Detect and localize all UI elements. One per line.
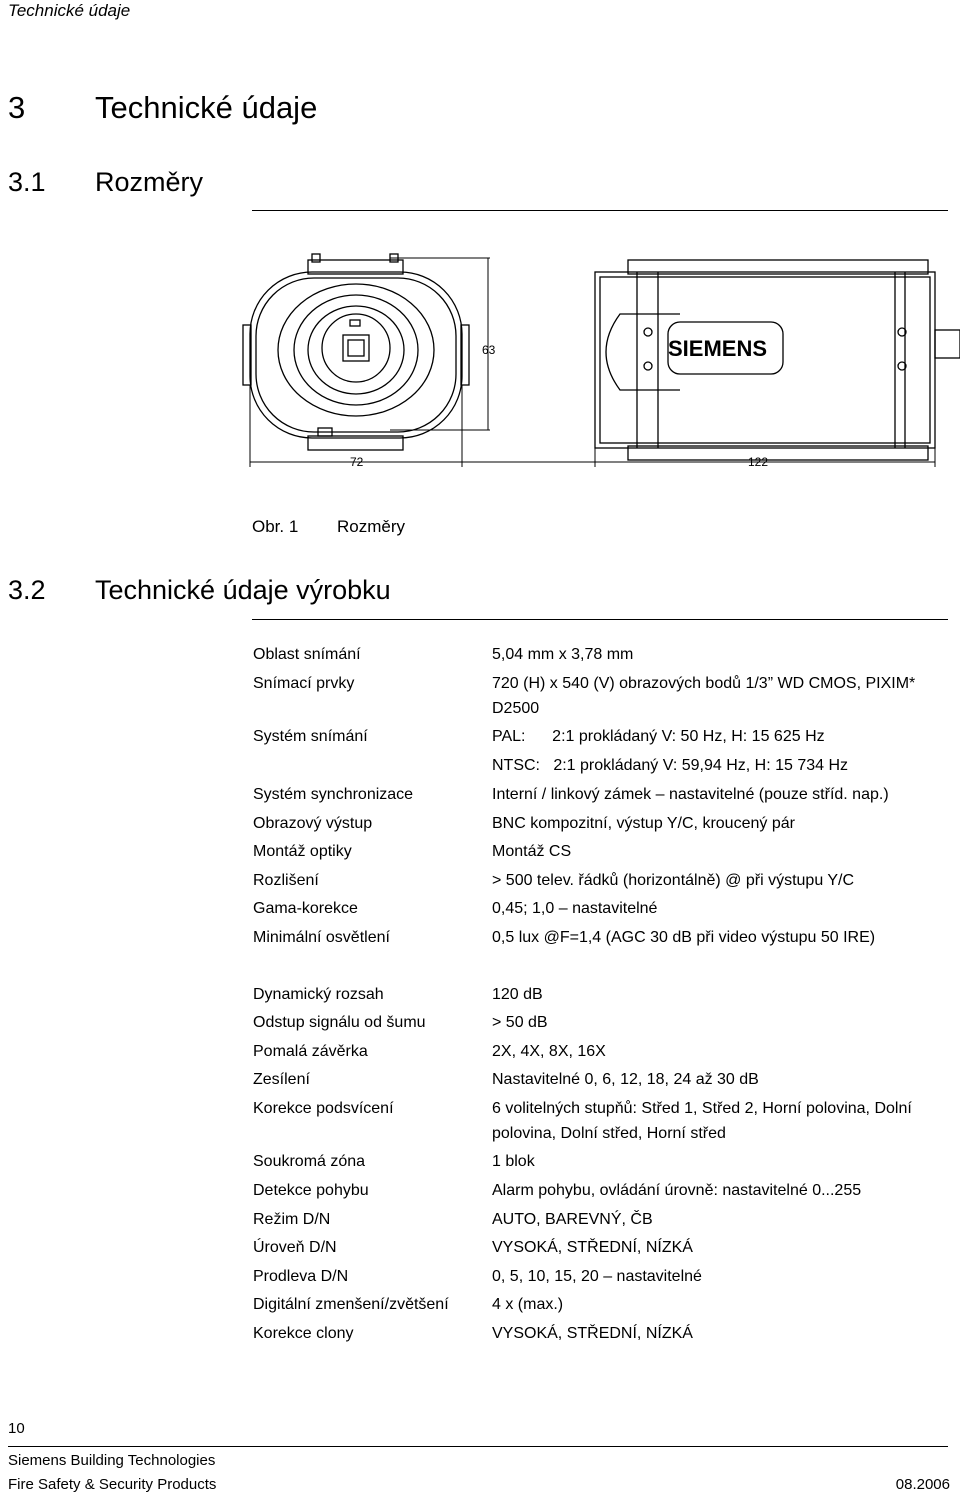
- spec-value: 1 blok: [492, 1153, 535, 1170]
- footer-company: Siemens Building Technologies: [8, 1452, 216, 1469]
- spec-value: > 50 dB: [492, 1014, 548, 1031]
- spec-value: BNC kompozitní, výstup Y/C, kroucený pár: [492, 815, 795, 832]
- dim-width-front: 72: [350, 455, 364, 469]
- spec-value: 0, 5, 10, 15, 20 – nastavitelné: [492, 1268, 702, 1285]
- spec-label: Systém snímání: [253, 728, 368, 745]
- subsection-title-3-2: Technické údaje výrobku: [95, 575, 391, 605]
- spec-label: Systém synchronizace: [253, 786, 414, 803]
- page-number: 10: [8, 1420, 25, 1437]
- spec-value: > 500 telev. řádků (horizontálně) @ při výstupu Y/C: [492, 872, 855, 889]
- spec-value: 720 (H) x 540 (V) obrazových bodů 1/3” WD CMOS, PIXIM*: [492, 675, 916, 692]
- section-divider: [252, 619, 948, 620]
- spec-label: Snímací prvky: [253, 675, 355, 692]
- spec-label: Dynamický rozsah: [253, 986, 384, 1003]
- spec-label: Režim D/N: [253, 1211, 331, 1228]
- spec-value: Nastavitelné 0, 6, 12, 18, 24 až 30 dB: [492, 1071, 759, 1088]
- footer-divider: [8, 1446, 948, 1447]
- spec-label: Soukromá zóna: [253, 1153, 366, 1170]
- spec-value: 2X, 4X, 8X, 16X: [492, 1043, 606, 1060]
- section-divider: [252, 210, 948, 211]
- spec-value: VYSOKÁ, STŘEDNÍ, NÍZKÁ: [492, 1239, 693, 1256]
- spec-label: Obrazový výstup: [253, 815, 373, 832]
- spec-value: AUTO, BAREVNÝ, ČB: [492, 1211, 653, 1228]
- figure-title: Rozměry: [337, 517, 406, 536]
- footer-date: 08.2006: [895, 1476, 950, 1493]
- spec-value: Alarm pohybu, ovládání úrovně: nastavitelné 0...255: [492, 1182, 862, 1199]
- subsection-number-3-1: 3.1: [8, 167, 46, 197]
- spec-label: Gama-korekce: [253, 900, 358, 917]
- spec-value: PAL: 2:1 prokládaný V: 50 Hz, H: 15 625 Hz: [492, 728, 825, 745]
- spec-label: Odstup signálu od šumu: [253, 1014, 426, 1031]
- figure-label: Obr. 1: [252, 517, 299, 536]
- spec-label: Montáž optiky: [253, 843, 352, 860]
- spec-label: Prodleva D/N: [253, 1268, 349, 1285]
- spec-value: 0,5 lux @F=1,4 (AGC 30 dB při video výstupu 50 IRE): [492, 929, 876, 946]
- spec-value: 4 x (max.): [492, 1296, 564, 1313]
- spec-label: Rozlišení: [253, 872, 319, 889]
- spec-value: Interní / linkový zámek – nastavitelné (pouze stříd. nap.): [492, 786, 889, 803]
- spec-value: 120 dB: [492, 986, 543, 1003]
- footer-division: Fire Safety & Security Products: [8, 1476, 217, 1493]
- siemens-logo: SIEMENS: [668, 336, 768, 361]
- spec-value: VYSOKÁ, STŘEDNÍ, NÍZKÁ: [492, 1325, 693, 1342]
- spec-label: Detekce pohybu: [253, 1182, 369, 1199]
- spec-value: 6 volitelných stupňů: Střed 1, Střed 2, Horní polovina, Dolní: [492, 1100, 912, 1117]
- spec-label: Digitální zmenšení/zvětšení: [253, 1296, 449, 1313]
- spec-value-cont: NTSC: 2:1 prokládaný V: 59,94 Hz, H: 15 734 Hz: [492, 757, 849, 774]
- running-header: Technické údaje: [8, 1, 131, 20]
- spec-label: Zesílení: [253, 1071, 310, 1088]
- dimensions-drawing: [240, 250, 960, 480]
- spec-value: Montáž CS: [492, 843, 572, 860]
- spec-value: 0,45; 1,0 – nastavitelné: [492, 900, 658, 917]
- spec-label: Korekce clony: [253, 1325, 354, 1342]
- spec-value-cont: D2500: [492, 700, 540, 717]
- spec-label: Minimální osvětlení: [253, 929, 390, 946]
- spec-value-cont: polovina, Dolní střed, Horní střed: [492, 1125, 726, 1142]
- spec-label: Oblast snímání: [253, 646, 361, 663]
- camera-front-view: [243, 254, 469, 450]
- spec-value: 5,04 mm x 3,78 mm: [492, 646, 634, 663]
- spec-label: Korekce podsvícení: [253, 1100, 394, 1117]
- dim-width-side: 122: [748, 455, 769, 469]
- section-title: Technické údaje: [95, 90, 318, 125]
- subsection-title-3-1: Rozměry: [95, 167, 204, 197]
- dim-height: 63: [482, 343, 496, 357]
- subsection-number-3-2: 3.2: [8, 575, 46, 605]
- camera-side-view: [595, 260, 960, 460]
- spec-label: Pomalá závěrka: [253, 1043, 368, 1060]
- section-number: 3: [8, 90, 26, 125]
- spec-label: Úroveň D/N: [253, 1239, 337, 1256]
